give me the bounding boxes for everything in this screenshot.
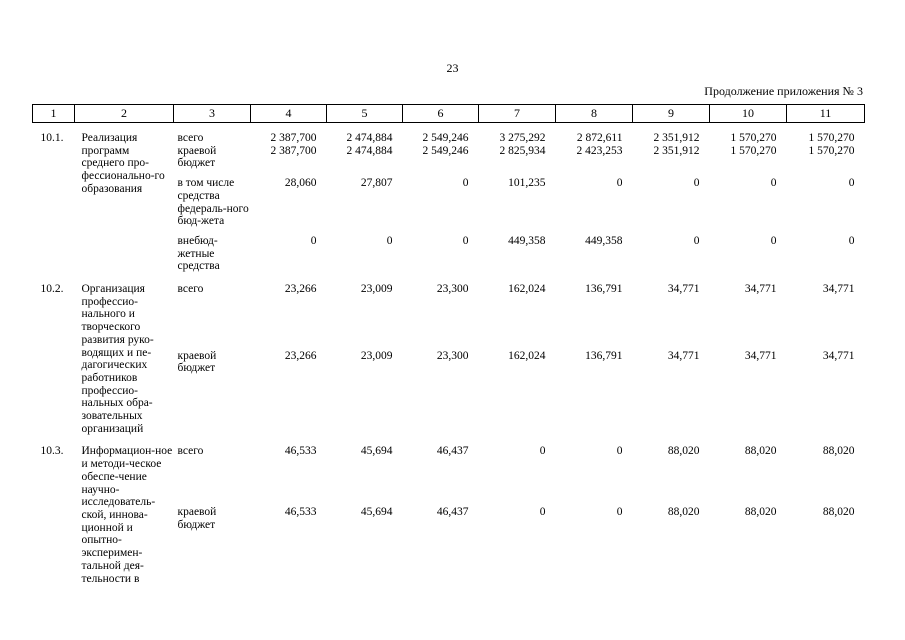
value-cell: 2 387,700 xyxy=(270,132,317,144)
value-cell: 1 570,270 xyxy=(808,144,855,157)
table-row xyxy=(33,435,865,506)
column-header: 6 xyxy=(403,105,479,123)
column-header: 1 xyxy=(33,105,75,123)
value-cell: 34,771 xyxy=(667,283,700,296)
value-cell: 88,020 xyxy=(822,445,855,458)
value-cell: 0 xyxy=(848,177,855,190)
value-cell: 46,437 xyxy=(436,445,469,458)
value-cell: 2 351,912 xyxy=(653,132,700,144)
value-cell: 0 xyxy=(616,506,623,519)
value-cell: 449,358 xyxy=(508,234,546,247)
funding-source: всего xyxy=(177,132,204,144)
funding-source: краевой бюджет xyxy=(177,349,217,375)
value-cell: 46,533 xyxy=(284,445,317,458)
value-cell: 0 xyxy=(462,177,469,190)
value-cell: 23,266 xyxy=(284,349,317,362)
column-header: 3 xyxy=(174,105,251,123)
funding-source: всего xyxy=(177,283,204,296)
item-number: 10.3. xyxy=(40,445,64,458)
value-cell: 2 474,884 xyxy=(346,144,393,157)
value-cell: 34,771 xyxy=(744,283,777,296)
value-cell: 0 xyxy=(462,234,469,247)
value-cell: 88,020 xyxy=(667,445,700,458)
value-cell: 2 872,611 xyxy=(576,132,623,144)
column-header: 2 xyxy=(75,105,174,123)
item-name: Информацион-ное и методи-ческое обеспе-чение научно-исследователь-ской, иннова-ционной и опытно-эксперимен-тальной дея-тельности в xyxy=(81,445,173,585)
value-cell: 136,791 xyxy=(585,349,623,362)
value-cell: 3 275,292 xyxy=(499,132,546,144)
value-cell: 88,020 xyxy=(667,506,700,519)
value-cell: 45,694 xyxy=(360,506,393,519)
value-cell: 23,009 xyxy=(360,283,393,296)
funding-source: всего xyxy=(177,445,204,458)
value-cell: 0 xyxy=(616,177,623,190)
table-row xyxy=(33,123,865,145)
value-cell: 45,694 xyxy=(360,445,393,458)
page-number: 23 xyxy=(446,61,459,75)
value-cell: 162,024 xyxy=(508,283,546,296)
table-row xyxy=(33,273,865,350)
value-cell: 28,060 xyxy=(284,177,317,190)
appendix-table xyxy=(32,104,865,585)
item-name: Организация профессио-нального и творческого развития руко-водящих и пе-дагогических работников профессио-нальных обра-зовательных организаций xyxy=(81,283,154,435)
value-cell: 88,020 xyxy=(744,445,777,458)
value-cell: 2 549,246 xyxy=(422,132,469,144)
value-cell: 2 474,884 xyxy=(346,132,393,144)
table-body xyxy=(33,123,865,586)
value-cell: 0 xyxy=(539,506,546,519)
value-cell: 34,771 xyxy=(822,283,855,296)
appendix-continuation-label: Продолжение приложения № 3 xyxy=(704,84,863,98)
column-header: 11 xyxy=(787,105,865,123)
value-cell: 23,009 xyxy=(360,349,393,362)
value-cell: 88,020 xyxy=(744,506,777,519)
value-cell: 2 549,246 xyxy=(422,144,469,157)
value-cell: 2 423,253 xyxy=(576,144,623,157)
value-cell: 2 825,934 xyxy=(499,144,546,157)
value-cell: 34,771 xyxy=(744,349,777,362)
value-cell: 23,300 xyxy=(436,349,469,362)
value-cell: 23,266 xyxy=(284,283,317,296)
value-cell: 0 xyxy=(539,445,546,458)
funding-source: в том числе средства федераль-ного бюд-жета xyxy=(177,177,249,228)
value-cell: 0 xyxy=(693,177,700,190)
column-header: 7 xyxy=(479,105,556,123)
funding-source: внебюд-жетные средства xyxy=(177,234,220,273)
value-cell: 46,533 xyxy=(284,506,317,519)
item-number: 10.2. xyxy=(40,283,64,296)
value-cell: 0 xyxy=(310,234,317,247)
value-cell: 101,235 xyxy=(508,177,546,190)
column-header: 4 xyxy=(251,105,327,123)
value-cell: 2 387,700 xyxy=(270,144,317,157)
value-cell: 23,300 xyxy=(436,283,469,296)
funding-source: краевой бюджет xyxy=(177,506,217,531)
value-cell: 162,024 xyxy=(508,349,546,362)
value-cell: 0 xyxy=(386,234,393,247)
item-number: 10.1. xyxy=(40,132,64,144)
value-cell: 0 xyxy=(616,445,623,458)
value-cell: 46,437 xyxy=(436,506,469,519)
value-cell: 0 xyxy=(770,177,777,190)
item-name: Реализация программ среднего про-фессионально-го образования xyxy=(81,132,165,195)
funding-source: краевой бюджет xyxy=(177,144,217,170)
value-cell: 136,791 xyxy=(585,283,623,296)
value-cell: 27,807 xyxy=(360,177,393,190)
value-cell: 34,771 xyxy=(667,349,700,362)
column-header: 9 xyxy=(633,105,710,123)
value-cell: 0 xyxy=(770,234,777,247)
value-cell: 0 xyxy=(848,234,855,247)
column-header: 5 xyxy=(327,105,403,123)
column-header: 10 xyxy=(710,105,787,123)
value-cell: 1 570,270 xyxy=(808,132,855,144)
value-cell: 449,358 xyxy=(585,234,623,247)
value-cell: 1 570,270 xyxy=(730,132,777,144)
table-header-row xyxy=(33,105,865,123)
column-header: 8 xyxy=(556,105,633,123)
value-cell: 34,771 xyxy=(822,349,855,362)
value-cell: 2 351,912 xyxy=(653,144,700,157)
value-cell: 1 570,270 xyxy=(730,144,777,157)
value-cell: 88,020 xyxy=(822,506,855,519)
value-cell: 0 xyxy=(693,234,700,247)
